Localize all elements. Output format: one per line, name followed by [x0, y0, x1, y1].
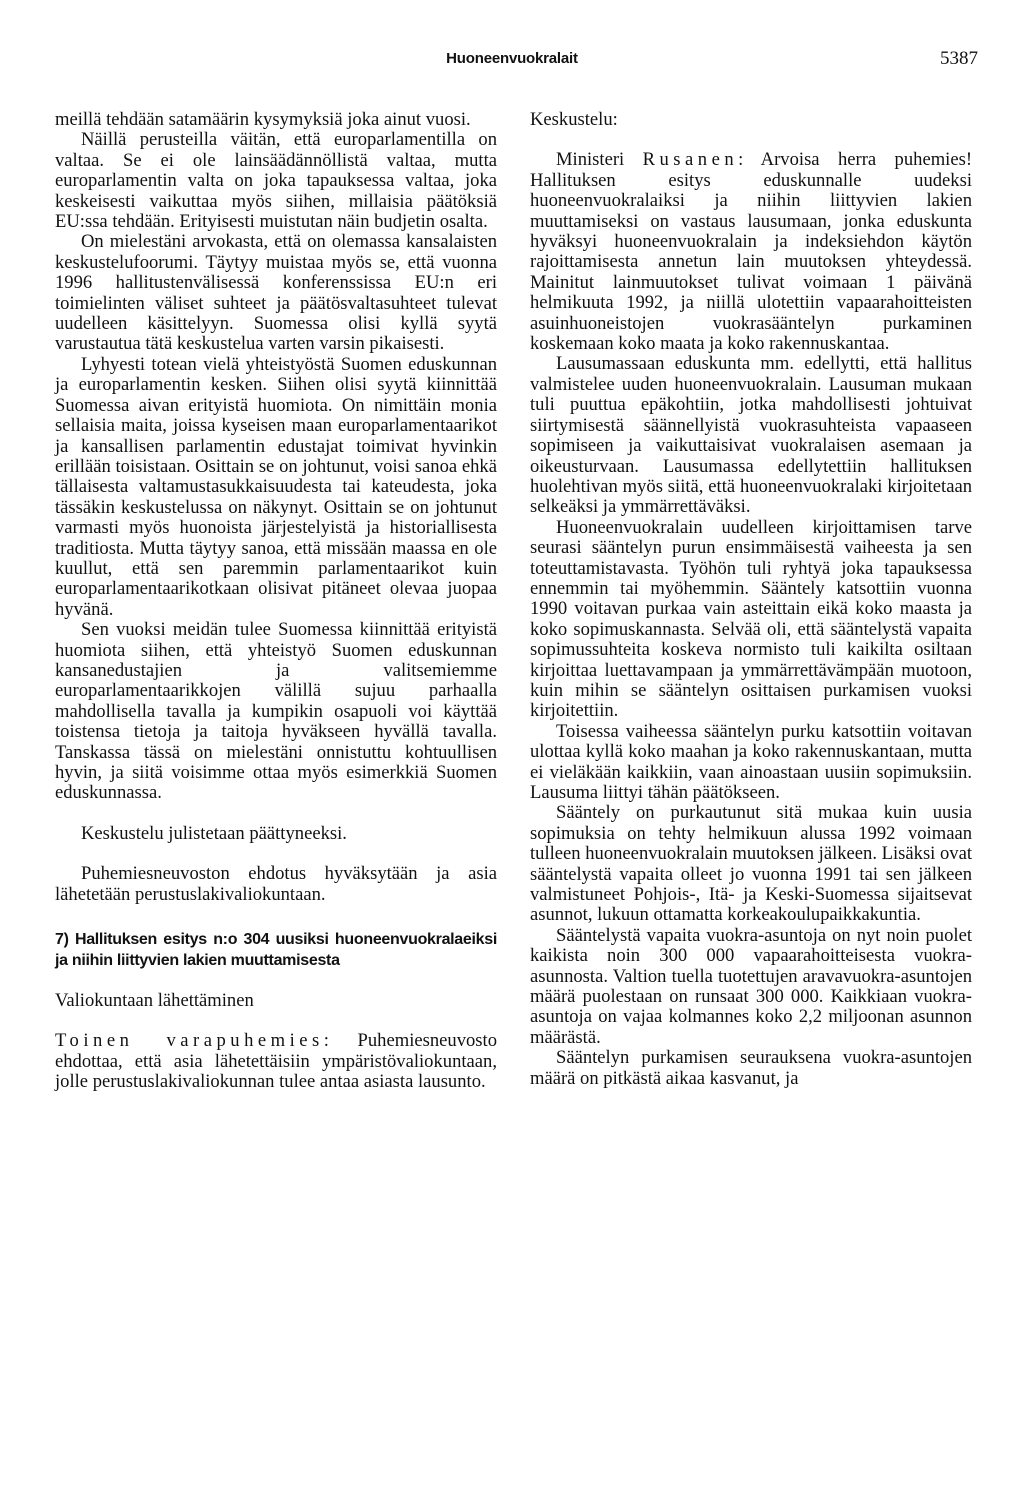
paragraph: Sääntelyn purkamisen seurauksena vuokra-asuntojen määrä on pitkästä aikaa kasvanut, ja [530, 1047, 972, 1089]
spacer [55, 844, 497, 864]
paragraph: Huoneenvuokralain uudelleen kirjoittamisen tarve seurasi sääntelyn purun ensimmäisestä vaiheesta ja sen toteuttamistavasta. Työhön tuli ryhtyä joka tapauksessa ennemmin tai myöhemmin. Sääntely katsottiin vuonna 1990 voitavan purkaa vain asteittain eikä koko maasta ja koko sopimuskannasta. Selvää oli, että sääntelystä vapaita sopimussuhteita koskeva normisto tuli kaikilta osiltaan kirjoittaa luettavampaan ja ymmärrettävämpään muotoon, kuin mihin se sääntelyn osittaisen purkamisen vuoksi kirjoitettiin. [530, 516, 972, 722]
paragraph: Keskustelu julistetaan päättyneeksi. [81, 822, 347, 844]
page-number: 5387 [940, 48, 978, 69]
paragraph [530, 150, 972, 354]
paragraph: Puhemiesneuvoston ehdotus hyväksytään ja asia lähetetään perustuslakivaliokuntaan. [55, 863, 497, 905]
paragraph: meillä tehdään satamäärin kysymyksiä joka ainut vuosi. [55, 109, 471, 130]
paragraph: On mielestäni arvokasta, että on olemassa kansalaisten keskustelufoorumi. Täytyy muistaa myös se, että vuonna 1996 hallitustenvälisessä konferenssissa EU:n eri toimielinten väliset suhteet ja päätösvaltasuhteet tulevat uudelleen käsittelyyn. Suomessa olisi kyllä syytä varustautua tätä keskustelua varten varsin pikaisesti. [55, 231, 497, 355]
right-column [530, 110, 972, 1089]
paragraph: Sääntely on purkautunut sitä mukaa kuin uusia sopimuksia on tehty helmikuun alussa 1992 voimaan tulleen huoneenvuokralain muutoksen jälkeen. Lisäksi ovat sääntelystä vapaita olleet jo vuonna 1991 tai sen jälkeen valmistuneet Pohjois-, Itä- ja Keski-Suomessa sijaitsevat asunnot, lukuun ottamatta korkeakoulupaikkakuntia. [530, 802, 973, 926]
paragraph: Toisessa vaiheessa sääntelyn purku katsottiin voitavan ulottaa kyllä koko maahan ja koko rakennuskantaan, mutta ei vieläkään kaikkiin, vaan ainoastaan uusiin sopimuksiin. Lausuma liittyi tähän päätökseen. [530, 720, 972, 803]
discussion-heading: Keskustelu: [530, 109, 618, 130]
spacer [55, 971, 497, 991]
spacer [530, 130, 972, 150]
spacer [55, 905, 497, 929]
speaker-title: Ministeri [556, 149, 643, 171]
spacer [55, 804, 497, 824]
paragraph [55, 1031, 497, 1092]
paragraph: Näillä perusteilla väitän, että europarlamentilla on valtaa. Se ei ole lainsäädännöllistä valtaa, mutta europarlamentin valta on joka tapauksessa valtaa, joka keskeisesti vaikuttaa myös siihen, millaisia päätöksiä EU:ssa tehdään. Erityisesti muistutan näin budjetin osalta. [55, 129, 497, 233]
left-column [55, 110, 497, 1093]
speech-text: : Arvoisa herra puhemies! Hallituksen esitys eduskunnalle uudeksi huoneenvuokralaiksi ja niihin liittyvien lakien muuttamiseksi on vastaus lausumaan, jonka eduskunta hyväksyi huoneenvuokralain ja indeksiehdon käytön rajoittamisesta annetun lain muutoksen yhteydessä. Mainitut lainmuutokset tulivat voimaan 1 päivänä helmikuuta 1992, ja niillä ulotettiin vapaarahoitteisten asuinhuoneistojen vuokrasääntelyn purkaminen koskemaan koko maata ja koko rakennuskantaa. [530, 149, 973, 355]
running-title: Huoneenvuokralait [446, 50, 578, 67]
paragraph: Sääntelystä vapaita vuokra-asuntoja on nyt noin puolet kaikista noin 300 000 vapaarahoitteisesta vuokra-asunnosta. Valtion tuella tuotettujen aravavuokra-asuntojen määrä puolestaan on runsaat 300 000. Kaikkiaan vuokra-asuntoja on vajaa kolmannes koko 2,2 miljoonan asunnon määrästä. [530, 924, 972, 1048]
paragraph: Lyhyesti totean vielä yhteistyöstä Suomen eduskunnan ja europarlamentin kesken. Siihen olisi syytä kiinnittää Suomessa aivan erityistä huomiota. On nimittäin monia sellaisia maita, joissa kyseisen maan europarlamentaarikot ja kansallisen parlamentin edustajat toimivat hyvinkin erillään toisistaan. Osittain se on johtunut, voisi sanoa ehkä tällaisesta valtamustasukkaisuudesta tai kateudesta, joka tässäkin keskustelussa on näkynyt. Osittain se on johtunut varmasti myös huonoista järjestelyistä ja historiallisesta traditiosta. Mutta täytyy sanoa, että missään maassa en ole kuullut, että sen paremmin parlamentaarikot kuin europarlamentaarikotkaan olisivat pitäneet olevaa juopaa hyvänä. [55, 353, 497, 620]
spacer [55, 1011, 497, 1031]
speech-text: : Puhemiesneuvosto ehdottaa, että asia lähetettäisiin ympäristövaliokuntaan, jolle perustuslakivaliokunnan tulee antaa asiasta lausunto. [55, 1030, 497, 1093]
paragraph: Sen vuoksi meidän tulee Suomessa kiinnittää erityistä huomiota siihen, että yhteistyö Suomen eduskunnan kansanedustajien ja valitsemiemme europarlamentaarikkojen välillä sujuu parhaalla mahdollisella tavalla ja kumpikin osapuoli voi käyttää toistensa tietoja ja taitoja hyväkseen hyvällä tavalla. Tanskassa tässä on mielestäni onnistuttu kohtuullisen hyvin, ja siitä voisimme ottaa myös esimerkkiä Suomen eduskunnassa. [55, 619, 497, 804]
section-subheading: Valiokuntaan lähettäminen [55, 990, 254, 1012]
speaker-name: Rusanen [642, 149, 739, 171]
agenda-item-heading: 7) Hallituksen esitys n:o 304 uusiksi huoneenvuokralaeiksi ja niihin liittyvien lakien muuttamisesta [55, 931, 497, 970]
paragraph: Lausumassaan eduskunta mm. edellytti, että hallitus valmistelee uuden huoneenvuokralain. Lausuman mukaan tuli puuttua epäkohtiin, jotka mahdollisesti johtuivat siirtymisestä säännellyistä vuokrasuhteista vapaaseen sopimiseen ja vaikuttaisivat vuokralaisen asemaan ja oikeusturvaan. Lausumassa edellytettiin hallituksen huolehtivan myös siitä, että huoneenvuokralaki kirjoitetaan selkeäksi ja ymmärrettäväksi. [530, 353, 972, 518]
speaker-name: Toinen varapuhemies [55, 1030, 324, 1052]
